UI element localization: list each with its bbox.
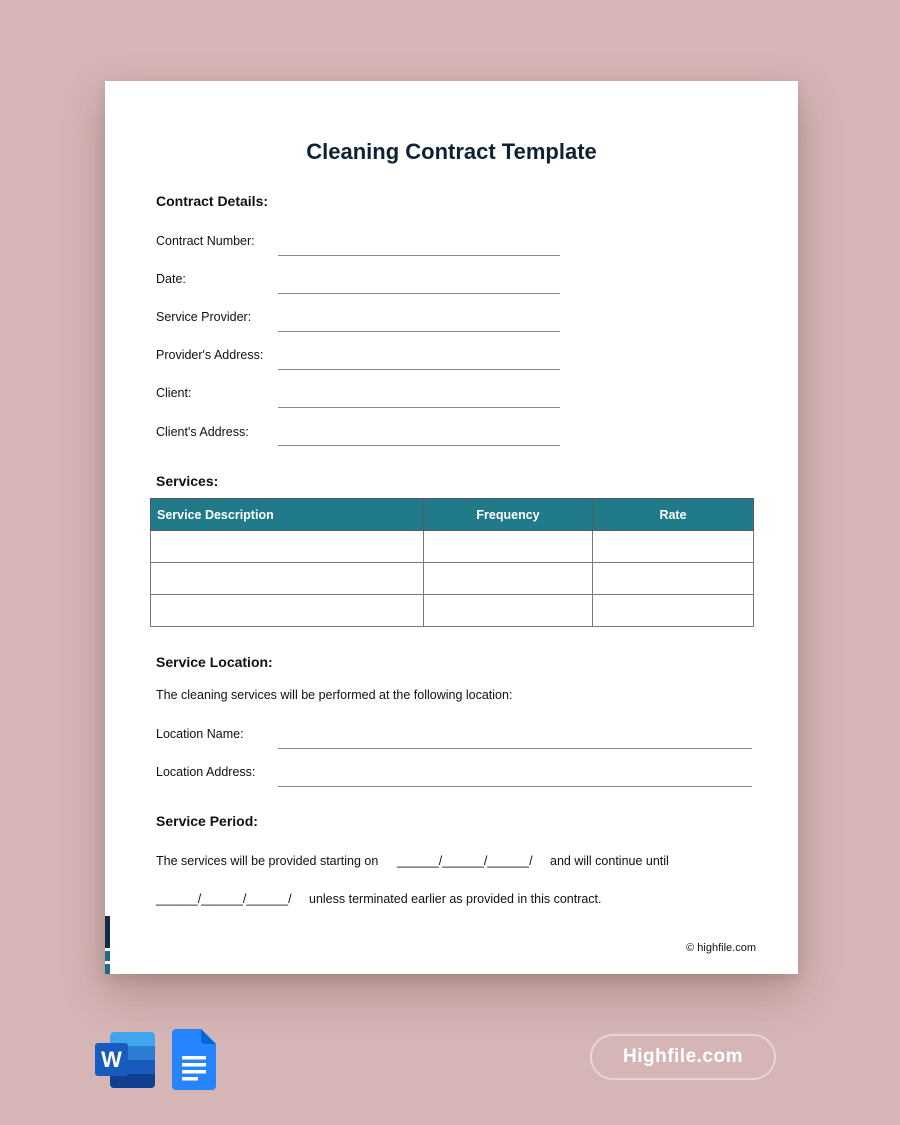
decor-stripe	[105, 951, 110, 961]
field-label-provider-address: Provider's Address:	[156, 348, 264, 362]
decor-stripe	[105, 964, 110, 974]
field-label-location-address: Location Address:	[156, 765, 256, 779]
table-row	[151, 595, 754, 627]
table-cell[interactable]	[151, 563, 424, 595]
table-cell[interactable]	[593, 595, 754, 627]
microsoft-word-icon[interactable]	[94, 1031, 156, 1089]
service-location-heading: Service Location:	[156, 654, 273, 670]
column-header-rate: Rate	[593, 499, 754, 531]
services-heading: Services:	[156, 473, 219, 489]
decor-stripe	[105, 916, 110, 948]
column-header-frequency: Frequency	[424, 499, 593, 531]
location-address-field[interactable]	[278, 786, 752, 787]
field-label-contract-number: Contract Number:	[156, 234, 255, 248]
service-provider-field[interactable]	[278, 331, 560, 332]
copyright-notice: © highfile.com	[686, 942, 756, 954]
field-label-service-provider: Service Provider:	[156, 310, 252, 324]
client-address-field[interactable]	[278, 445, 560, 446]
column-header-service-description: Service Description	[151, 499, 424, 531]
date-field[interactable]	[278, 293, 560, 294]
table-cell[interactable]	[593, 531, 754, 563]
service-period-termination-text: unless terminated earlier as provided in this contract.	[309, 892, 602, 906]
field-label-client-address: Client's Address:	[156, 425, 249, 439]
service-period-heading: Service Period:	[156, 813, 258, 829]
table-cell[interactable]	[424, 563, 593, 595]
table-cell[interactable]	[593, 563, 754, 595]
table-header-row	[151, 499, 754, 531]
contract-details-heading: Contract Details:	[156, 193, 269, 209]
table-cell[interactable]	[151, 531, 424, 563]
provider-address-field[interactable]	[278, 369, 560, 370]
service-period-start-text: The services will be provided starting on	[156, 854, 379, 868]
highfile-brand-button[interactable]: Highfile.com	[590, 1034, 776, 1080]
field-label-date: Date:	[156, 272, 186, 286]
table-cell[interactable]	[151, 595, 424, 627]
google-docs-icon[interactable]	[172, 1029, 216, 1090]
contract-number-field[interactable]	[278, 255, 560, 256]
field-label-client: Client:	[156, 386, 192, 400]
page-title: Cleaning Contract Template	[306, 139, 597, 164]
table-row	[151, 563, 754, 595]
service-period-continue-text: and will continue until	[550, 854, 669, 868]
document-page	[105, 81, 798, 974]
services-table	[150, 498, 754, 627]
table-cell[interactable]	[424, 531, 593, 563]
word-icon-letter: W	[101, 1047, 122, 1072]
start-date-field[interactable]: ______/______/______/	[397, 854, 533, 868]
service-location-intro: The cleaning services will be performed at the following location:	[156, 688, 513, 702]
table-row	[151, 531, 754, 563]
field-label-location-name: Location Name:	[156, 727, 244, 741]
table-cell[interactable]	[424, 595, 593, 627]
client-field[interactable]	[278, 407, 560, 408]
end-date-field[interactable]: ______/______/______/	[156, 892, 292, 906]
location-name-field[interactable]	[278, 748, 752, 749]
